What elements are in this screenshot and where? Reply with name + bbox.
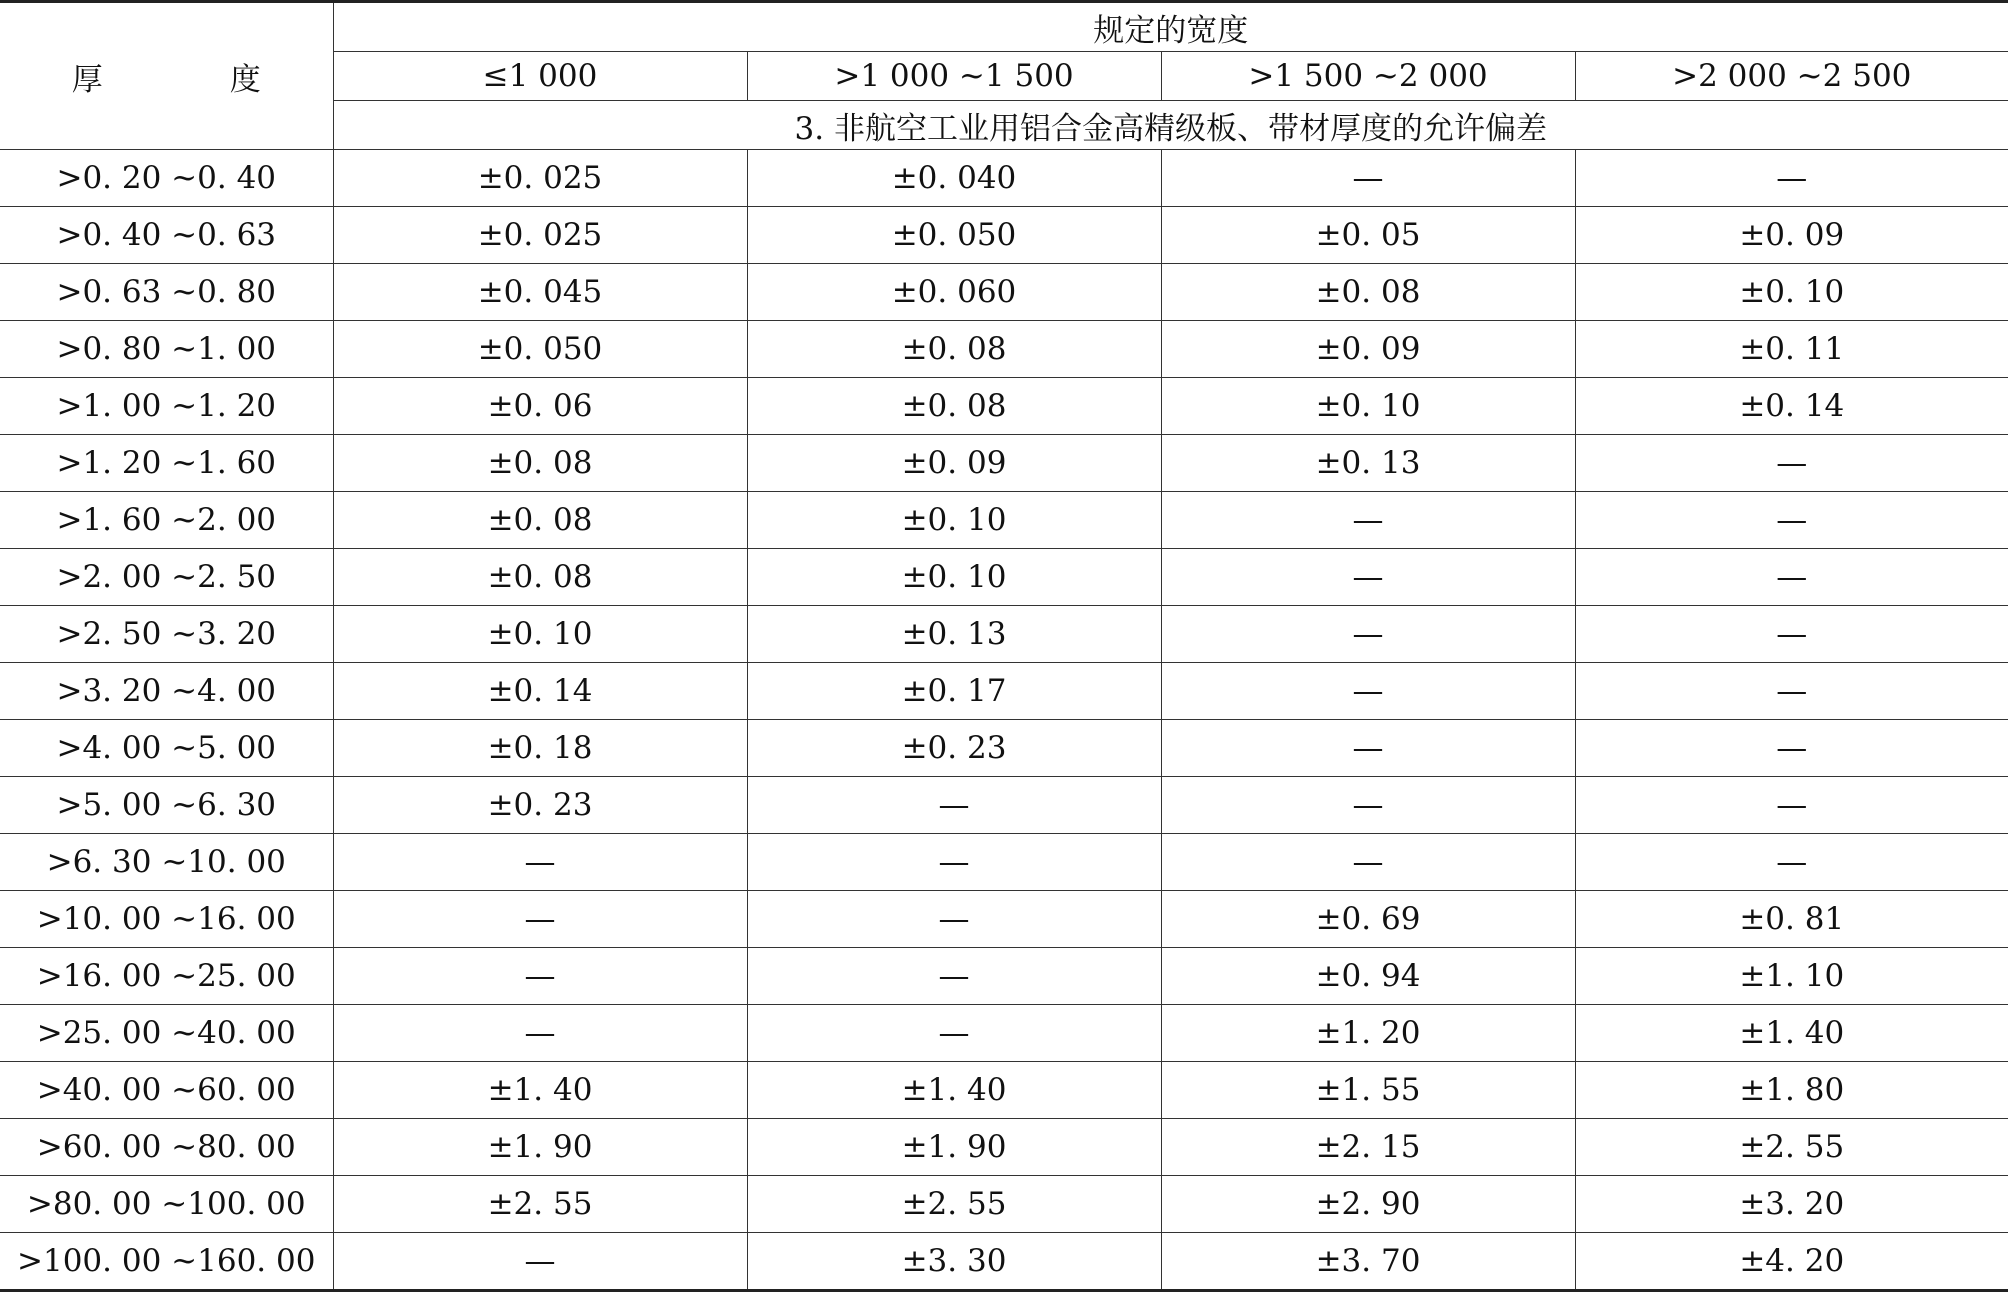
table-row (0, 891, 2008, 948)
tolerance-cell: ±0. 08 (1161, 264, 1575, 321)
tolerance-cell: ±1. 90 (747, 1119, 1161, 1176)
tolerance-cell: — (1161, 663, 1575, 720)
thickness-range-cell: >10. 00 ~16. 00 (0, 891, 333, 948)
tolerance-cell: ±0. 09 (1161, 321, 1575, 378)
thickness-header (0, 2, 333, 150)
table-row (0, 834, 2008, 891)
tolerance-cell: ±0. 14 (333, 663, 747, 720)
tolerance-cell: — (1575, 606, 2008, 663)
table-row (0, 720, 2008, 777)
width-column-header: >2 000 ~2 500 (1575, 52, 2008, 101)
thickness-range-cell: >0. 20 ~0. 40 (0, 150, 333, 207)
table-row (0, 492, 2008, 549)
tolerance-cell: ±3. 20 (1575, 1176, 2008, 1233)
tolerance-cell: — (1575, 549, 2008, 606)
thickness-range-cell: >1. 60 ~2. 00 (0, 492, 333, 549)
width-column-header: ≤1 000 (333, 52, 747, 101)
thickness-range-cell: >5. 00 ~6. 30 (0, 777, 333, 834)
tolerance-cell: — (1161, 150, 1575, 207)
tolerance-cell: ±0. 09 (747, 435, 1161, 492)
tolerance-cell: ±0. 060 (747, 264, 1161, 321)
tolerance-cell: ±1. 80 (1575, 1062, 2008, 1119)
tolerance-cell: ±1. 40 (747, 1062, 1161, 1119)
thickness-range-cell: >100. 00 ~160. 00 (0, 1233, 333, 1291)
tolerance-cell: — (1161, 720, 1575, 777)
tolerance-cell: ±0. 13 (747, 606, 1161, 663)
tolerance-cell: ±0. 10 (747, 492, 1161, 549)
table-row (0, 948, 2008, 1005)
tolerance-cell: — (747, 891, 1161, 948)
tolerance-cell: ±0. 17 (747, 663, 1161, 720)
tolerance-cell: — (1575, 834, 2008, 891)
tolerance-cell: ±0. 94 (1161, 948, 1575, 1005)
tolerance-cell: ±2. 55 (333, 1176, 747, 1233)
thickness-range-cell: >16. 00 ~25. 00 (0, 948, 333, 1005)
table-row (0, 150, 2008, 207)
thickness-range-cell: >80. 00 ~100. 00 (0, 1176, 333, 1233)
tolerance-cell: ±2. 55 (747, 1176, 1161, 1233)
tolerance-cell: ±0. 14 (1575, 378, 2008, 435)
table-row (0, 663, 2008, 720)
thickness-range-cell: >4. 00 ~5. 00 (0, 720, 333, 777)
thickness-range-cell: >0. 40 ~0. 63 (0, 207, 333, 264)
tolerance-cell: — (1575, 150, 2008, 207)
tolerance-cell: ±0. 11 (1575, 321, 2008, 378)
tolerance-cell: — (1161, 834, 1575, 891)
tolerance-cell: — (333, 1233, 747, 1291)
tolerance-cell: ±0. 06 (333, 378, 747, 435)
tolerance-cell: — (333, 948, 747, 1005)
tolerance-cell: ±0. 10 (1161, 378, 1575, 435)
thickness-range-cell: >60. 00 ~80. 00 (0, 1119, 333, 1176)
thickness-range-cell: >1. 20 ~1. 60 (0, 435, 333, 492)
section-title: 3. 非航空工业用铝合金高精级板、带材厚度的允许偏差 (333, 101, 2008, 150)
tolerance-cell: ±0. 10 (333, 606, 747, 663)
tolerance-cell: ±1. 40 (333, 1062, 747, 1119)
tolerance-cell: ±0. 08 (333, 435, 747, 492)
tolerance-cell: ±0. 23 (747, 720, 1161, 777)
tolerance-cell: ±0. 08 (333, 549, 747, 606)
table-row (0, 1176, 2008, 1233)
tolerance-cell: ±0. 05 (1161, 207, 1575, 264)
thickness-range-cell: >2. 00 ~2. 50 (0, 549, 333, 606)
thickness-range-cell: >40. 00 ~60. 00 (0, 1062, 333, 1119)
tolerance-cell: ±1. 10 (1575, 948, 2008, 1005)
tolerance-cell: ±0. 13 (1161, 435, 1575, 492)
tolerance-cell: ±0. 08 (333, 492, 747, 549)
thickness-range-cell: >0. 80 ~1. 00 (0, 321, 333, 378)
tolerance-cell: ±0. 040 (747, 150, 1161, 207)
thickness-range-cell: >0. 63 ~0. 80 (0, 264, 333, 321)
tolerance-cell: ±2. 90 (1161, 1176, 1575, 1233)
width-column-header: >1 000 ~1 500 (747, 52, 1161, 101)
tolerance-cell: — (1161, 492, 1575, 549)
tolerance-cell: ±1. 90 (333, 1119, 747, 1176)
tolerance-cell: — (1575, 777, 2008, 834)
tolerance-cell: — (747, 948, 1161, 1005)
tolerance-cell: ±0. 025 (333, 150, 747, 207)
table-row (0, 378, 2008, 435)
thickness-range-cell: >6. 30 ~10. 00 (0, 834, 333, 891)
tolerance-cell: — (1575, 435, 2008, 492)
tolerance-cell: ±2. 15 (1161, 1119, 1575, 1176)
tolerance-cell: — (333, 891, 747, 948)
tolerance-cell: — (747, 1005, 1161, 1062)
table-row (0, 1119, 2008, 1176)
tolerance-cell: ±0. 050 (333, 321, 747, 378)
tolerance-cell: — (1161, 606, 1575, 663)
tolerance-cell: — (1161, 549, 1575, 606)
tolerance-cell: ±0. 025 (333, 207, 747, 264)
tolerance-cell: ±0. 09 (1575, 207, 2008, 264)
table-row (0, 264, 2008, 321)
tolerance-cell: — (1575, 492, 2008, 549)
tolerance-cell: ±0. 69 (1161, 891, 1575, 948)
thickness-range-cell: >1. 00 ~1. 20 (0, 378, 333, 435)
table-row (0, 606, 2008, 663)
tolerance-cell: ±2. 55 (1575, 1119, 2008, 1176)
tolerance-cell: — (333, 834, 747, 891)
tolerance-cell: — (747, 834, 1161, 891)
thickness-header-label: 厚 度 (71, 61, 309, 98)
table-row (0, 435, 2008, 492)
tolerance-cell: ±0. 18 (333, 720, 747, 777)
tolerance-cell: ±3. 30 (747, 1233, 1161, 1291)
thickness-range-cell: >2. 50 ~3. 20 (0, 606, 333, 663)
width-column-header: >1 500 ~2 000 (1161, 52, 1575, 101)
table-row (0, 321, 2008, 378)
header-row-1 (0, 2, 2008, 52)
tolerance-cell: ±0. 81 (1575, 891, 2008, 948)
table-row (0, 777, 2008, 834)
tolerance-cell: ±0. 10 (747, 549, 1161, 606)
tolerance-cell: ±1. 55 (1161, 1062, 1575, 1119)
table-row (0, 549, 2008, 606)
table-row (0, 207, 2008, 264)
tolerance-cell: — (747, 777, 1161, 834)
tolerance-cell: — (1575, 720, 2008, 777)
table-row (0, 1005, 2008, 1062)
tolerance-cell: — (1575, 663, 2008, 720)
tolerance-cell: ±0. 23 (333, 777, 747, 834)
table-row (0, 1233, 2008, 1291)
width-group-header: 规定的宽度 (333, 2, 2008, 52)
tolerance-cell: — (1161, 777, 1575, 834)
tolerance-cell: ±3. 70 (1161, 1233, 1575, 1291)
tolerance-cell: — (333, 1005, 747, 1062)
tolerance-cell: ±0. 045 (333, 264, 747, 321)
tolerance-cell: ±0. 08 (747, 321, 1161, 378)
table-row (0, 1062, 2008, 1119)
tolerance-cell: ±0. 050 (747, 207, 1161, 264)
tolerance-cell: ±1. 20 (1161, 1005, 1575, 1062)
thickness-range-cell: >25. 00 ~40. 00 (0, 1005, 333, 1062)
thickness-range-cell: >3. 20 ~4. 00 (0, 663, 333, 720)
tolerance-cell: ±1. 40 (1575, 1005, 2008, 1062)
tolerance-cell: ±4. 20 (1575, 1233, 2008, 1291)
tolerance-cell: ±0. 08 (747, 378, 1161, 435)
tolerance-cell: ±0. 10 (1575, 264, 2008, 321)
